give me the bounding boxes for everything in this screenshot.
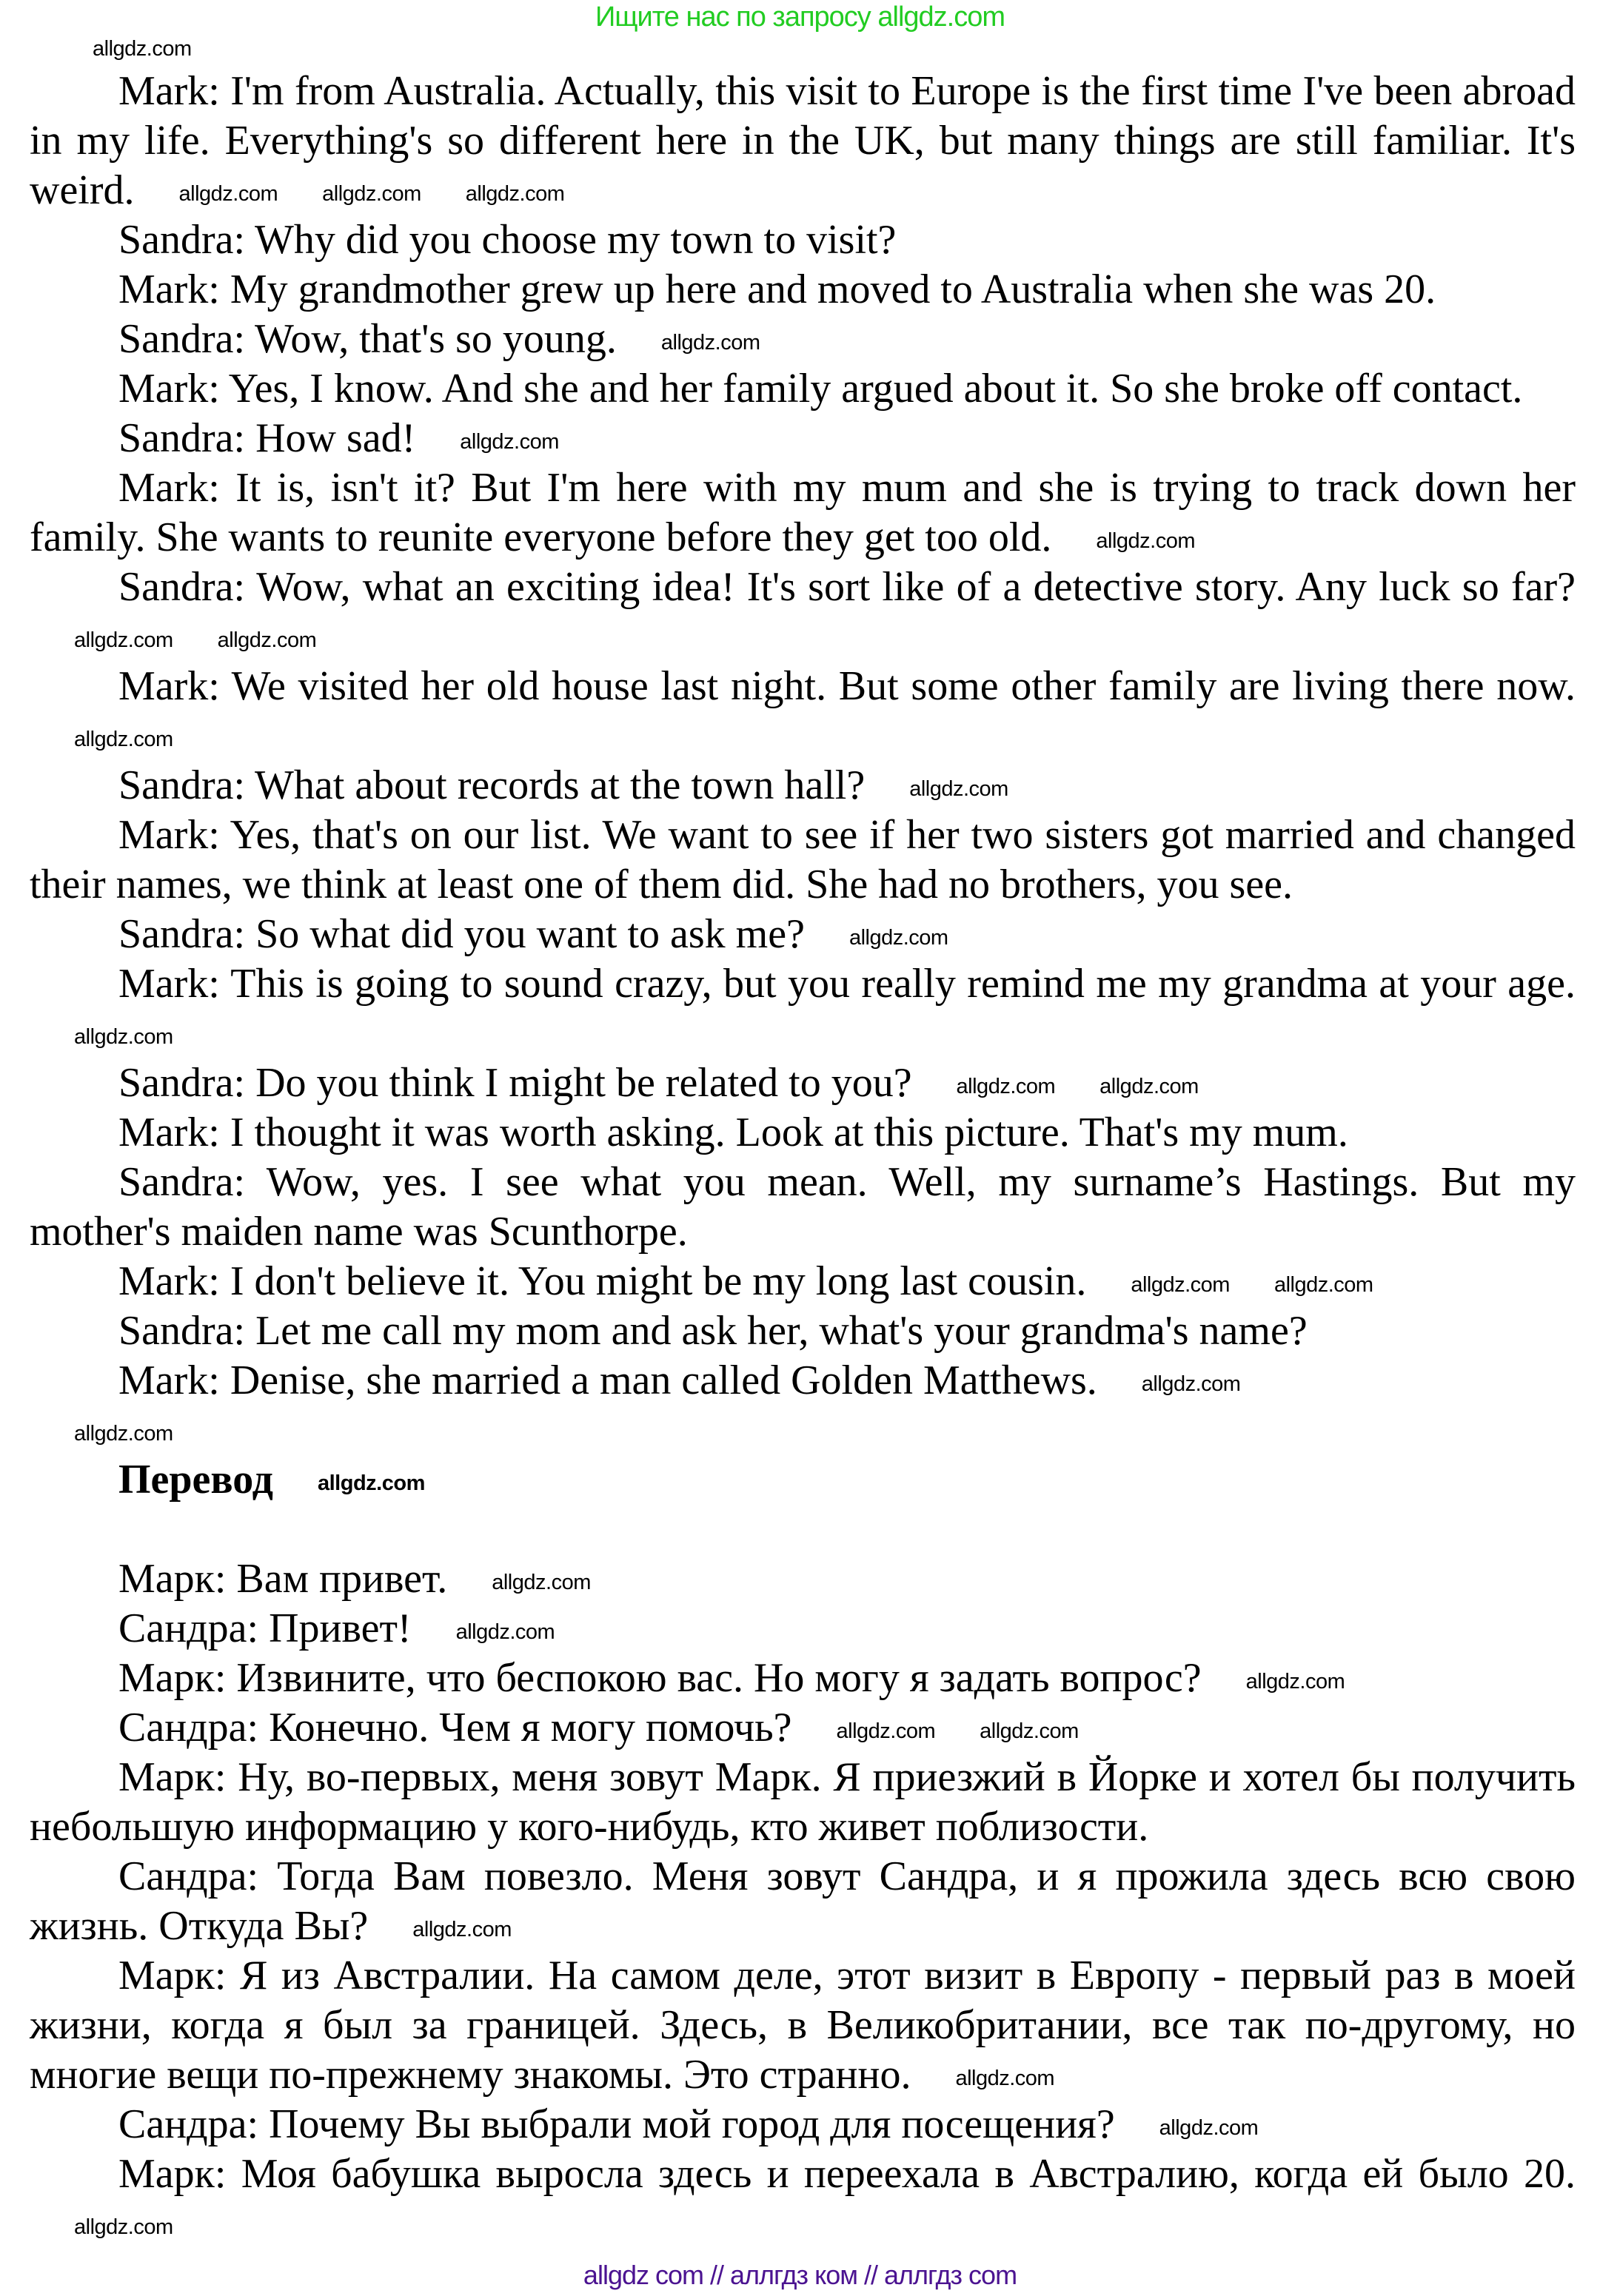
watermark-text: allgdz.com [955, 2067, 1055, 2091]
paragraph-text: Марк: Я из Австралии. На самом деле, этот визит в Европу - первый раз в моей жизни, когда я был за границей. Здесь, в Великобритании, все так по-другому, но многие вещи по-прежнему знакомы. Это странно. [30, 1953, 1576, 2098]
dialogue-paragraph [30, 910, 1576, 959]
paragraph-text: Mark: It is, isn't it? But I'm here with my mum and she is trying to track down her family. She wants to reunite everyone before they get too old. [30, 465, 1576, 560]
watermark-text: allgdz.com [217, 628, 317, 653]
dialogue-paragraph [30, 1356, 1576, 1406]
paragraph-text: Сандра: Тогда Вам повезло. Меня зовут Сандра, и я прожила здесь всю свою жизнь. Откуда Вы? [30, 1853, 1576, 1949]
paragraph-text: Mark: I'm from Australia. Actually, this visit to Europe is the first time I've been abroad in my life. Everything's so different here in the UK, but many things are still familiar. It's weird. [30, 68, 1576, 213]
dialogue-paragraph [30, 1852, 1576, 1951]
paragraph-text: Марк: Вам привет. [118, 1556, 448, 1602]
watermark-text: allgdz.com [318, 1471, 425, 1496]
dialogue-paragraph [30, 1951, 1576, 2100]
watermark-text: allgdz.com [956, 1075, 1056, 1099]
paragraph-text: Sandra: Why did you choose my town to visit? [118, 217, 897, 263]
paragraph-text: Перевод [118, 1457, 273, 1503]
dialogue-paragraph [30, 2100, 1576, 2149]
dialogue-paragraph [30, 1604, 1576, 1654]
paragraph-text: Sandra: Do you think I might be related to you? [118, 1060, 912, 1106]
paragraph-text: Марк: Ну, во-первых, меня зовут Марк. Я приезжий в Йорке и хотел бы получить небольшую информацию у кого-нибудь, кто живет поблизости. [30, 1754, 1576, 1850]
document-body [30, 0, 1576, 2249]
paragraph-text: Сандра: Привет! [118, 1605, 412, 1651]
paragraph-text: Sandra: Wow, what an exciting idea! It's sort like of a detective story. Any luck so far? [118, 564, 1576, 610]
dialogue-paragraph [30, 1554, 1576, 1604]
watermark-text: allgdz.com [980, 1719, 1079, 1744]
watermark-text: allgdz.com [660, 331, 760, 355]
watermark-text: allgdz.com [74, 1025, 173, 1050]
watermark-text: allgdz.com [909, 777, 1008, 802]
watermark-text: allgdz.com [412, 1918, 512, 1942]
watermark-text: allgdz.com [836, 1719, 936, 1744]
dialogue-paragraph [30, 1703, 1576, 1753]
site-search-banner: Ищите нас по запросу allgdz.com [595, 1, 1005, 33]
dialogue-paragraph [30, 1058, 1576, 1108]
paragraph-text: Sandra: How sad! [118, 415, 416, 461]
dialogue-paragraph [30, 67, 1576, 215]
watermark-text: allgdz.com [74, 728, 173, 752]
paragraph-text: Mark: Yes, I know. And she and her family argued about it. So she broke off contact. [118, 366, 1523, 412]
site-footer-banner: allgdz com // аллгдз ком // аллгдз com [583, 2260, 1017, 2290]
watermark-text: allgdz.com [1099, 1075, 1199, 1099]
watermark-text: allgdz.com [455, 1620, 555, 1645]
watermark-text: allgdz.com [492, 1571, 591, 1595]
blank-line [30, 1505, 1576, 1554]
dialogue-paragraph [30, 810, 1576, 910]
paragraph-text: Сандра: Конечно. Чем я могу помочь? [118, 1705, 792, 1750]
dialogue-paragraph [30, 1257, 1576, 1306]
blank-line [30, 1406, 1576, 1455]
dialogue-paragraph [30, 761, 1576, 810]
watermark-text: allgdz.com [1096, 529, 1196, 554]
watermark-text: allgdz.com [848, 926, 948, 950]
dialogue-paragraph [30, 265, 1576, 315]
section-heading [30, 1455, 1576, 1505]
watermark-text: allgdz.com [93, 37, 192, 61]
watermark-text: allgdz.com [1273, 1273, 1373, 1298]
watermark-text: allgdz.com [74, 628, 173, 653]
watermark-text: allgdz.com [74, 2215, 173, 2240]
paragraph-text: Марк: Моя бабушка выросла здесь и переехала в Австралию, когда ей было 20. [118, 2151, 1576, 2197]
dialogue-paragraph [30, 315, 1576, 364]
watermark-text: allgdz.com [1245, 1670, 1345, 1694]
paragraph-text: Sandra: Wow, yes. I see what you mean. Well, my surname’s Hastings. But my mother's maiden name was Scunthorpe. [30, 1159, 1576, 1255]
paragraph-text: Mark: I thought it was worth asking. Look at this picture. That's my mum. [118, 1110, 1348, 1155]
paragraph-text: Sandra: What about records at the town hall? [118, 762, 866, 808]
paragraph-text: Sandra: Let me call my mom and ask her, what's your grandma's name? [118, 1308, 1308, 1354]
watermark-text: allgdz.com [460, 430, 559, 454]
paragraph-text: Sandra: So what did you want to ask me? [118, 911, 805, 957]
dialogue-paragraph [30, 1108, 1576, 1158]
dialogue-paragraph [30, 563, 1576, 662]
watermark-text: allgdz.com [1159, 2116, 1259, 2141]
dialogue-paragraph [30, 463, 1576, 563]
dialogue-paragraph [30, 959, 1576, 1058]
dialogue-paragraph [30, 1158, 1576, 1257]
watermark-text: allgdz.com [1131, 1273, 1230, 1298]
dialogue-paragraph [30, 1306, 1576, 1356]
watermark-text: allgdz.com [322, 182, 421, 207]
watermark-text: allgdz.com [74, 1422, 173, 1446]
dialogue-paragraph [30, 364, 1576, 414]
dialogue-paragraph [30, 1654, 1576, 1703]
watermark-text: allgdz.com [1141, 1372, 1241, 1397]
paragraph-text: Марк: Извините, что беспокою вас. Но могу я задать вопрос? [118, 1655, 1202, 1701]
dialogue-paragraph [30, 414, 1576, 463]
watermark-text: allgdz.com [465, 182, 565, 207]
paragraph-text: Mark: This is going to sound crazy, but you really remind me my grandma at your age. [118, 961, 1576, 1007]
dialogue-paragraph [30, 1753, 1576, 1852]
paragraph-text: Mark: My grandmother grew up here and moved to Australia when she was 20. [118, 266, 1436, 312]
dialogue-paragraph [30, 215, 1576, 265]
dialogue-paragraph [30, 2149, 1576, 2249]
paragraph-text: Mark: Denise, she married a man called Golden Matthews. [118, 1357, 1097, 1403]
paragraph-text: Sandra: Wow, that's so young. [118, 316, 617, 362]
paragraph-text: Mark: We visited her old house last night. But some other family are living there now. [118, 663, 1576, 709]
paragraph-text: Сандра: Почему Вы выбрали мой город для посещения? [118, 2101, 1115, 2147]
paragraph-text: Mark: I don't believe it. You might be my long last cousin. [118, 1258, 1087, 1304]
paragraph-text: Mark: Yes, that's on our list. We want to see if her two sisters got married and changed their names, we think at least one of them did. She had no brothers, you see. [30, 812, 1576, 907]
dialogue-paragraph [30, 662, 1576, 761]
watermark-text: allgdz.com [178, 182, 278, 207]
